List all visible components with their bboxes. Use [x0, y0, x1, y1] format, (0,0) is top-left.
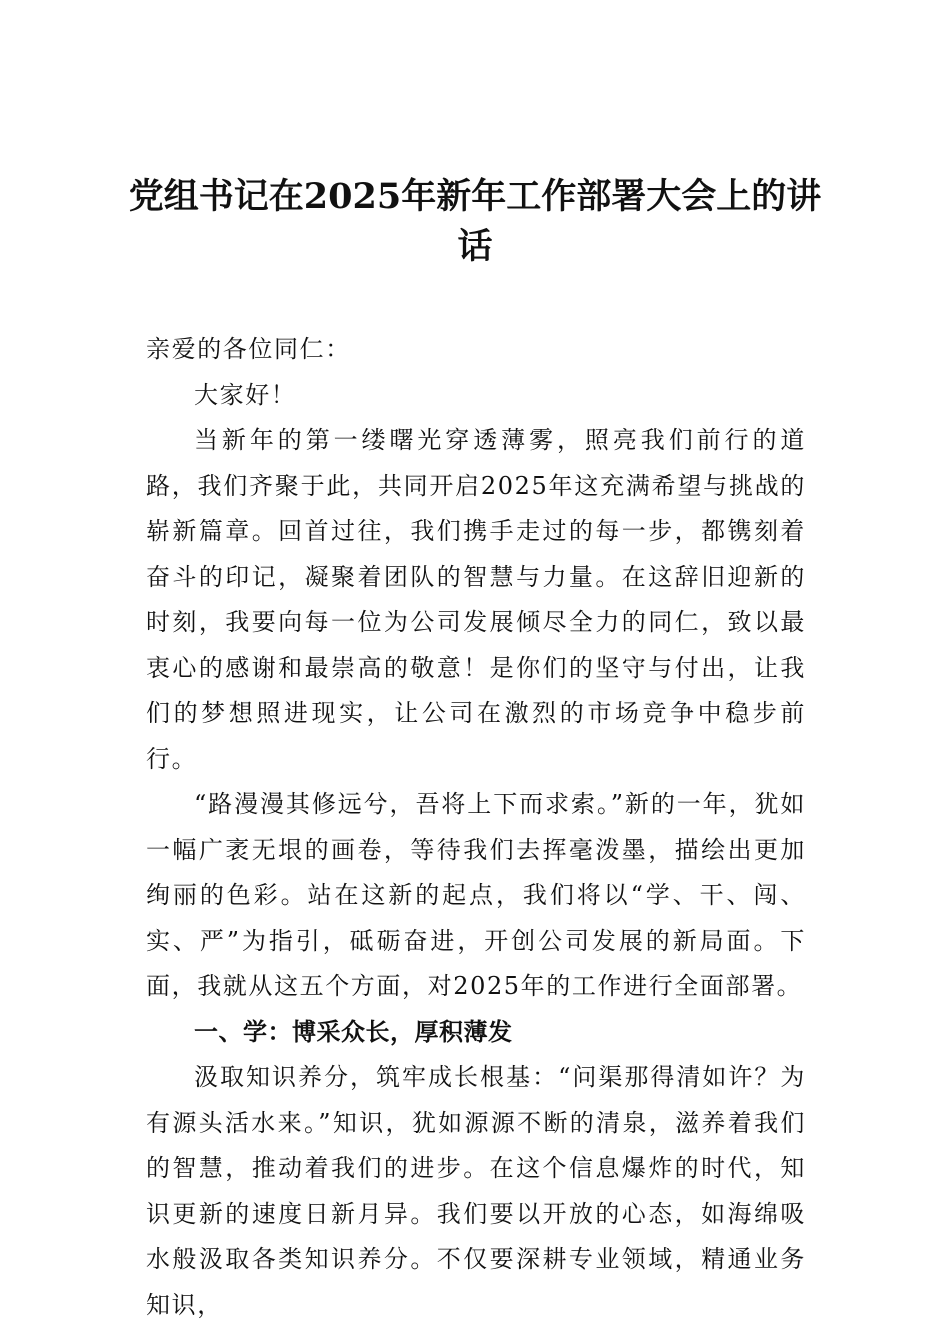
salutation: 亲爱的各位同仁：: [146, 335, 351, 363]
section-heading: 一、学：博采众长，厚积薄发: [194, 1017, 513, 1046]
greeting: 大家好！: [194, 380, 297, 409]
body-paragraph: 当新年的第一缕曙光穿透薄雾，照亮我们前行的道路，我们齐聚于此，共同开启2025年这充满希望与挑战的崭新篇章。回首过往，我们携手走过的每一步，都镌刻着奋斗的印记，凝聚着团队的智慧与力量。在这辞旧迎新的时刻，我要向每一位为公司发展倾尽全力的同仁，致以最衷心的感谢和最崇高的敬意！是你们的坚守与付出，让我们的梦想照进现实，让公司在激烈的市场竞争中稳步前行。: [146, 426, 806, 773]
body-paragraph: “路漫漫其修远兮，吾将上下而求索。”新的一年，犹如一幅广袤无垠的画卷，等待我们去挥毫泼墨，描绘出更加绚丽的色彩。站在这新的起点，我们将以“学、干、闯、实、严”为指引，砥砺奋进，开创公司发展的新局面。下面，我就从这五个方面，对2025年的工作进行全面部署。: [146, 790, 806, 1000]
document-body: [146, 327, 806, 1328]
section-paragraph: 汲取知识养分，筑牢成长根基：“问渠那得清如许？为有源头活水来。”知识，犹如源源不断的清泉，滋养着我们的智慧，推动着我们的进步。在这个信息爆炸的时代，知识更新的速度日新月异。我们要以开放的心态，如海绵吸水般汲取各类知识养分。不仅要深耕专业领域，精通业务知识，: [146, 1063, 806, 1319]
document-title: 党组书记在2025年新年工作部署大会上的讲话: [128, 176, 822, 267]
